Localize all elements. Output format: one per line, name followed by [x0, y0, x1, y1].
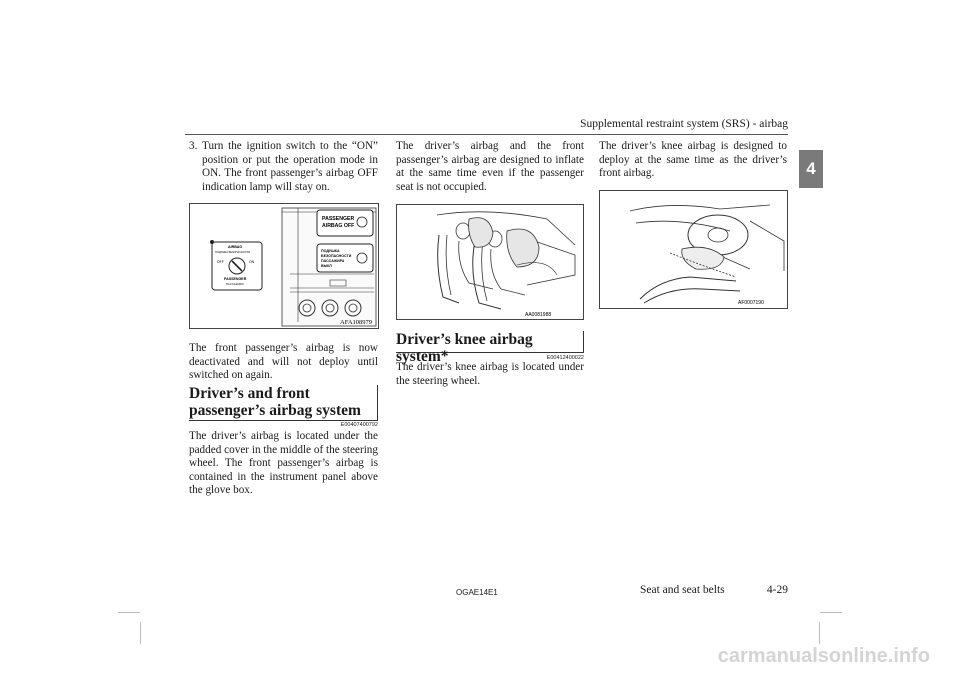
- switch-off: OFF: [217, 260, 224, 264]
- knee-illustration: [600, 191, 787, 308]
- lamp-top-line2: AIRBAG OFF: [322, 223, 355, 229]
- heading-front-airbag: Driver’s and front passenger’s airbag system: [189, 385, 378, 421]
- figure-airbag-switch: [189, 203, 379, 329]
- section-code: E00407400792: [340, 422, 378, 428]
- crop-mark: [819, 622, 820, 644]
- para-deactivated: The front passenger’s airbag is now deactivated and will not deploy until switched on again.: [189, 342, 378, 382]
- step-3: [189, 140, 378, 194]
- chapter-tab: 4: [799, 150, 823, 188]
- switch-on: ON: [249, 260, 255, 264]
- footer-code: OGAE14E1: [456, 588, 498, 597]
- switch-illustration: [190, 204, 378, 328]
- figure-label: AFA108979: [340, 319, 373, 326]
- figure-label: AF0007190: [738, 300, 764, 306]
- section-code: E00412400022: [546, 355, 584, 361]
- switch-passenger-ru: ПАССАЖИРА: [226, 282, 244, 286]
- crop-mark: [820, 612, 842, 613]
- deploy-illustration: [397, 205, 583, 319]
- lamp-bottom-line1: ПОДУШКА: [321, 249, 340, 253]
- switch-passenger: PASSENGER: [224, 277, 247, 281]
- lamp-bottom-line2: БЕЗОПАСНОСТИ: [321, 254, 352, 258]
- figure-airbag-deploy: [396, 204, 584, 320]
- para-inflate: The driver’s airbag and the front passenger’s airbag are designed to inflate at the same time even if the passenger seat is not occupied.: [396, 140, 584, 193]
- switch-airbag: AIRBAG: [228, 245, 243, 249]
- lamp-bottom-line4: ВЫКЛ: [321, 264, 332, 268]
- step-number: 3.: [189, 140, 198, 152]
- header-rule: [185, 134, 788, 135]
- para-knee-location: The driver’s knee airbag is located under the steering wheel.: [396, 361, 584, 387]
- figure-knee-airbag: [599, 190, 788, 309]
- running-header: Supplemental restraint system (SRS) - airbag: [580, 118, 788, 130]
- para-knee-deploy: The driver’s knee airbag is designed to deploy at the same time as the driver’s front airbag.: [599, 140, 787, 180]
- lamp-top-line1: PASSENGER: [322, 216, 355, 222]
- footer-section: [640, 584, 788, 596]
- switch-airbag-ru: ПОДУШКА БЕЗОПАСНОСТИ: [215, 251, 251, 254]
- figure-label: AA0081988: [525, 312, 552, 318]
- para-airbag-location: The driver’s airbag is located under the padded cover in the middle of the steering wheel. The front passenger’s airbag is contained in the instrument panel above the glove box.: [189, 430, 378, 497]
- step-text: Turn the ignition switch to the “ON” position or put the operation mode in ON. The front passenger’s airbag OFF indication lamp will stay on.: [202, 140, 378, 193]
- watermark: carmanualsonline.info: [717, 645, 930, 667]
- heading-knee-airbag: Driver’s knee airbag system*: [396, 331, 584, 353]
- crop-mark: [118, 612, 140, 613]
- page-number: 4-29: [766, 584, 788, 596]
- footer-section-title: Seat and seat belts: [640, 584, 725, 596]
- crop-mark: [140, 622, 141, 644]
- lamp-bottom-line3: ПАССАЖИРА: [321, 259, 345, 263]
